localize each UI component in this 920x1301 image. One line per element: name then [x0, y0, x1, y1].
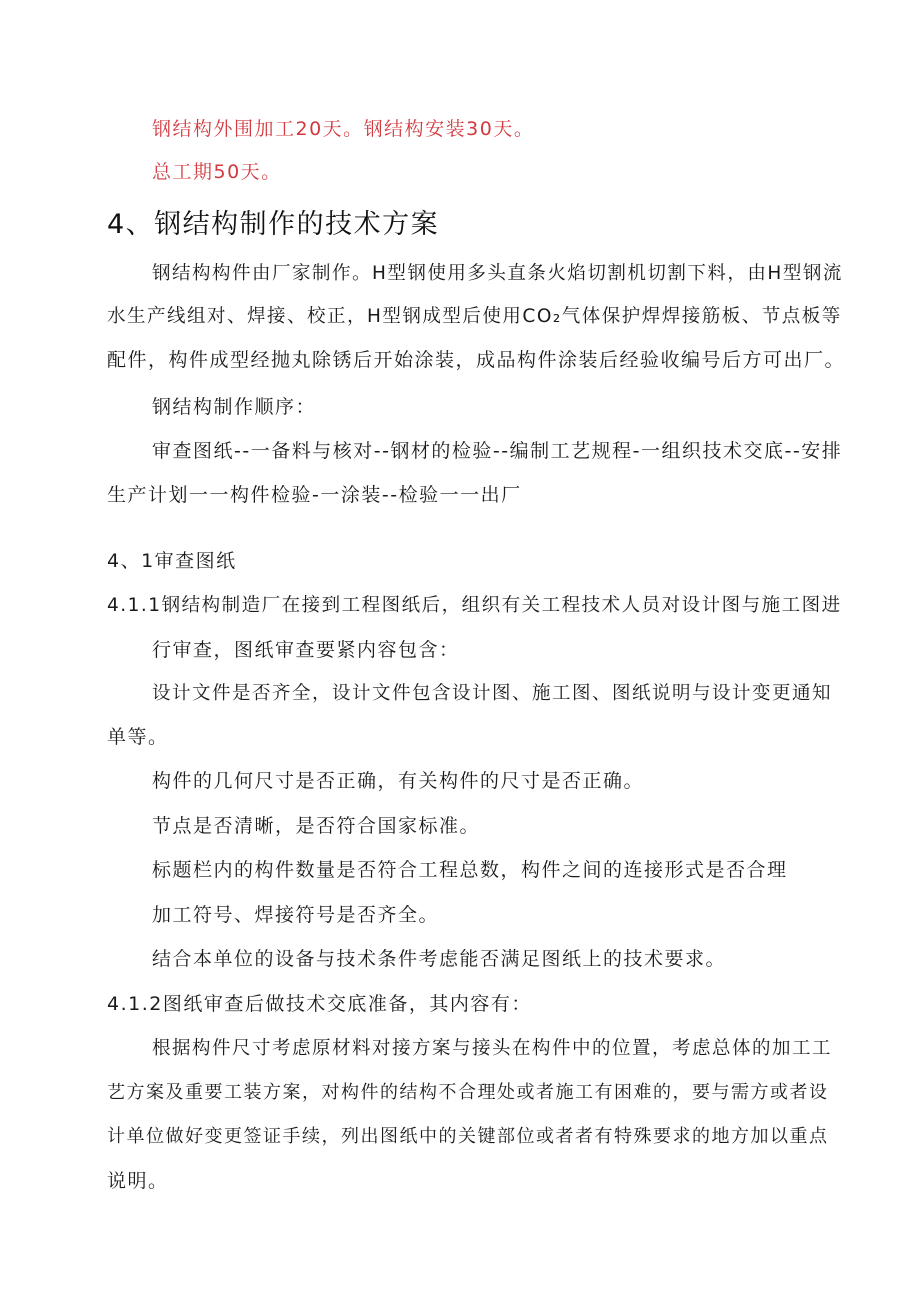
schedule-line-2: 总工期50天。 [152, 161, 282, 183]
para1-line-2: 水生产线组对、焊接、校正，H型钢成型后使用CO₂气体保护焊焊接筋板、节点板等 [107, 306, 842, 327]
para412-line-1: 根据构件尺寸考虑原材料对接方案与接头在构件中的位置，考虑总体的加工工 [152, 1038, 833, 1059]
check-2: 构件的几何尺寸是否正确，有关构件的尺寸是否正确。 [152, 770, 645, 792]
para412-line-2: 艺方案及重要工装方案，对构件的结构不合理处或者施工有困难的，要与需方或者设 [107, 1082, 829, 1103]
check-6: 结合本单位的设备与技术条件考虑能否满足图纸上的技术要求。 [152, 948, 727, 970]
check-3: 节点是否清晰，是否符合国家标准。 [152, 815, 481, 837]
check-1-line-1: 设计文件是否齐全，设计文件包含设计图、施工图、图纸说明与设计变更通知 [152, 683, 833, 704]
section-4-1-heading: 4、1审查图纸 [107, 550, 237, 572]
order-steps-line-1: 审查图纸--一备料与核对--钢材的检验--编制工艺规程-一组织技术交底--安排 [152, 440, 843, 462]
check-4: 标题栏内的构件数量是否符合工程总数，构件之间的连接形式是否合理 [152, 859, 788, 881]
check-1-line-2: 单等。 [107, 726, 169, 748]
order-steps-line-2: 生产计划一一构件检验-一涂装--检验一一出厂 [107, 484, 522, 506]
order-title: 钢结构制作顺序： [152, 396, 317, 418]
para412-line-3: 计单位做好变更签证手续，列出图纸中的关键部位或者者有特殊要求的地方加以重点 [107, 1126, 829, 1147]
item-412: 4.1.2图纸审查后做技术交底准备，其内容有： [107, 993, 532, 1015]
para1-line-3: 配件，构件成型经抛丸除锈后开始涂装，成品构件涂装后经验收编号后方可出厂。 [107, 349, 846, 371]
item-411-line-1: 4.1.1钢结构制造厂在接到工程图纸后，组织有关工程技术人员对设计图与施工图进 [107, 595, 842, 616]
check-5: 加工符号、焊接符号是否齐全。 [152, 904, 440, 926]
section-4-heading: 4、钢结构制作的技术方案 [107, 209, 440, 240]
item-411-line-2: 行审查，图纸审查要紧内容包含： [152, 639, 460, 661]
schedule-line-1: 钢结构外围加工20天。钢结构安装30天。 [152, 118, 535, 140]
para1-line-1: 钢结构构件由厂家制作。H型钢使用多头直条火焰切割机切割下料，由H型钢流 [152, 263, 843, 284]
para412-line-4: 说明。 [107, 1170, 169, 1192]
